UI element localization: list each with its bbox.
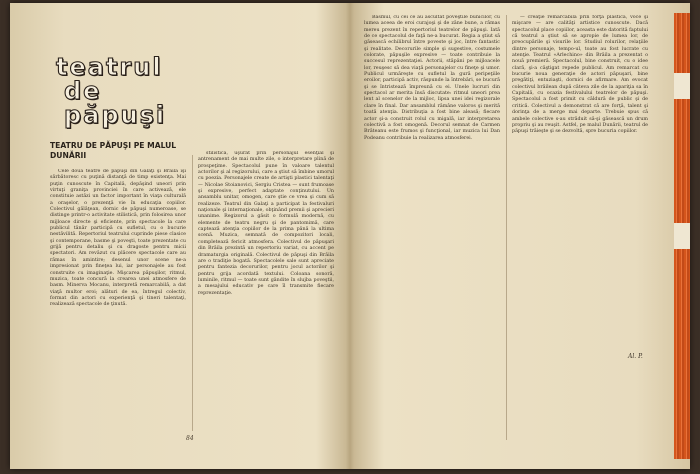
book-spread (10, 3, 690, 469)
right-column-1 (364, 15, 500, 440)
right-column-2 (512, 15, 648, 345)
page-edge-marker (674, 223, 690, 249)
page-number: 84 (186, 435, 194, 442)
left-page (10, 3, 350, 469)
left-column-1 (50, 169, 186, 431)
column-divider (192, 155, 193, 431)
heading-line-1: teatrul (56, 53, 163, 81)
left-column-2 (198, 151, 334, 431)
author-signature: Al. P. (628, 353, 643, 360)
article-title: TEATRU DE PĂPUŞI PE MALUL DUNĂRII (50, 141, 177, 160)
colored-page-edges (674, 13, 690, 459)
right-column-2-text: — creaţie remarcabilă prin forţa plastică, voce şi mişcare — are calităţi artistice cunoscute. Dacă spectacolul place copiilor, aceasta este datorită faptului că teatrul a ştiut să se apropie de lumea lor, de preocupările şi visurile lor. Studiul rolurilor, relaţiile dintre personaje, tempo-ul, toate au fost lucrate cu atenţie. Teatrul «Arlechino» din Brăila a prezentat o nouă premieră. Spectacolul, bine construit, cu o idee clară, şi-a câştigat repede publicul. Am remarcat cu bucurie noua generaţie de actori păpuşari, bine pregătiţi, entuziaşti, dornici de afirmare. Am evocat colectivul brăilean după câteva zile de la apariţia sa în Capitală, cu ocazia festivalului teatrelor de păpuşi. Spectacolul a fost primit cu căldură de public şi de critică. Colectivul a demonstrat că are forţă, talent şi dorinţa de a merge mai departe. Trebuie spus că ambele colective s-au străduit să-şi găsească un drum propriu şi au reuşit. Astfel, pe malul Dunării, teatrul de păpuşi trăieşte şi se dezvoltă, spre bucuria copiilor. (512, 15, 648, 135)
heading-line-2: de păpuşi (64, 77, 167, 129)
left-column-1-text: Cele două teatre de păpuşi din Galaţi şi Brăila îşi sărbătoresc cu puţină distanţă de timp existenţa. Mai puţin cunoscute în Capitală, depăşind uneori prin virtuţi graniţa provinciei în care activează, ele constituie astăzi un factor important în viaţa culturală a oraşelor, o prezenţă vie în educaţia copiilor. Colectivul gălăţean, dornic de păpuşi numeroase, se distinge printr-o activitate stilistică, prin folosirea unor mijloace directe şi eficiente, prin spectacole la care publicul tânăr participă cu sufletul, cu o bucurie nestăvilită. Repertoriul teatrului cuprinde piese clasice şi contemporane, basme şi poveşti, toate prezentate cu grijă pentru detaliu şi cu dragoste pentru micii spectatori. Am revăzut cu plăcere spectacole care au rămas în amintire; desenul unor scene ne-a impresionat prin fineţea lui, iar personajele au fost construite cu imaginaţie. Mişcarea păpuşilor, ritmul, muzica, toate concură la crearea unei atmosfere de basm. Minerva Mocanu, interpretă remarcabilă, a dat viaţă multor eroi; alături de ea, întregul colectiv, format din actori cu experienţă şi tineri talentaţi, realizează spectacole de ţinută. (50, 169, 186, 308)
left-column-2-text: stilistică, uşurat prin personajul esenţial şi antrenament de mai multe zile, o interpretare plină de prospeţime. Spectacolul pune în valoare talentul actorilor şi al regizorului, care a ştiut să îmbine umorul cu poezia. Personajele create de artişti plastici talentaţi — Nicolae Stoianovici, Sergiu Cristea — sunt frumoase şi expresive, perfect adaptate conţinutului. Un ansamblu unitar, omogen, care ştie ce vrea şi cum să realizeze. Teatrul din Galaţi a participat la festivaluri naţionale şi internaţionale, obţinând premii şi aprecieri unanime. Regizorul a găsit o formulă modernă, cu elemente de teatru negru şi de pantomimă, care captează atenţia copiilor de la prima până la ultima scenă. Muzica, semnată de compozitori locali, completează fericit atmosfera. Colectivul de păpuşari din Brăila prezintă un repertoriu variat, cu accent pe dramaturgia originală. Colectivul de păpuşi din Brăila are o tradiţie bogată. Spectacolele sale sunt apreciate pentru fantezia decorurilor, pentru jocul actorilor şi pentru grija acordată textului. Coloana sonoră, luminile, ritmul — toate sunt gândite în slujba poveştii, a mesajului educativ pe care îl transmite fiecare reprezentaţie. (198, 151, 334, 296)
right-column-1-text: Basmul, cu cei ce au ascultat poveştile bunicilor, cu lumea aceea de eroi curajoşi şi de zâne bune, a rămas mereu prezent în repertoriul teatrelor de păpuşi. Iată de ce spectacolul de faţă ne-a bucurat. Regia a ştiut să găsească echilibrul între poveste şi joc, între fantastic şi realitate. Decorurile simple şi sugestive, costumele colorate, păpuşile expresive — toate contribuie la succesul reprezentaţiei. Actorii, stăpâni pe mijloacele lor, reuşesc să dea viaţă personajelor cu fineţe şi umor. Publicul urmăreşte cu sufletul la gură peripeţiile eroilor, participă activ, răspunde la întrebări, se bucură şi se întristează împreună cu ei. Unele lucruri din spectacol ar merita însă discutate: ritmul uneori prea lent al scenelor de la mijloc, lipsa unei idei regizorale clare în final. Dar ansamblul rămâne valoros şi merită toată atenţia. Distribuţia a fost bine aleasă; fiecare actor şi-a construit rolul cu migală, iar interpretarea colectivă a fost omogenă. Decorul semnat de Carmen Brăteanu este frumos şi funcţional, iar muzica lui Dan Podeanu contribuie la realizarea atmosferei. (364, 15, 500, 141)
section-heading (56, 55, 182, 127)
right-page (350, 3, 674, 469)
column-divider (506, 15, 507, 440)
page-edge-marker (674, 73, 690, 99)
